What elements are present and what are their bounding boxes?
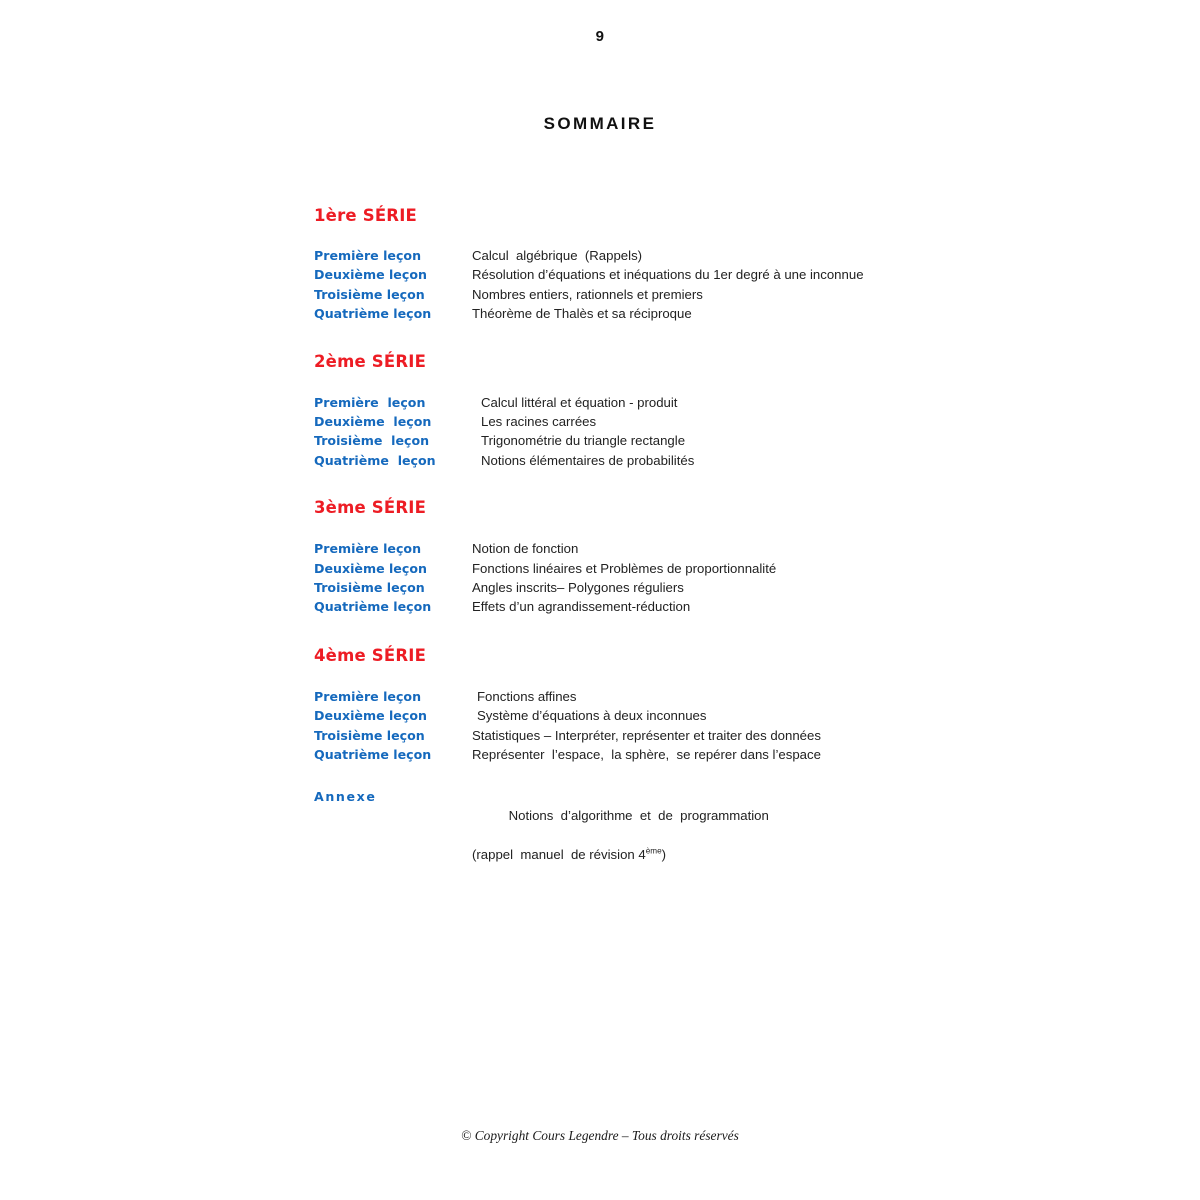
series-heading-1: 1ère SÉRIE bbox=[314, 206, 418, 225]
lesson-row[interactable] bbox=[314, 597, 914, 616]
annexe-line2-suffix: ) bbox=[661, 846, 667, 862]
lesson-description: Angles inscrits– Polygones réguliers bbox=[472, 580, 684, 596]
lesson-description: Notions élémentaires de probabilités bbox=[481, 452, 695, 468]
lesson-label: Troisième leçon bbox=[314, 580, 425, 596]
series-heading-2: 2ème SÉRIE bbox=[314, 351, 427, 371]
annexe-label: Annexe bbox=[314, 788, 377, 804]
lesson-label: Quatrième leçon bbox=[314, 306, 432, 322]
lesson-label: Deuxième leçon bbox=[314, 267, 427, 283]
lesson-list-2 bbox=[314, 393, 914, 471]
annexe-line2-prefix: (rappel manuel de révision 4 bbox=[472, 846, 646, 862]
table-of-contents bbox=[314, 206, 914, 903]
lesson-row[interactable] bbox=[314, 745, 914, 764]
series-heading-3: 3ème SÉRIE bbox=[314, 498, 427, 518]
annexe-description-line-2 bbox=[472, 845, 769, 864]
lesson-label: Première leçon bbox=[314, 541, 422, 557]
lesson-list-4 bbox=[314, 687, 914, 765]
series-heading-4: 4ème SÉRIE bbox=[314, 645, 427, 665]
lesson-description: Résolution d’équations et inéquations du 1er degré à une inconnue bbox=[472, 267, 864, 283]
lesson-row[interactable] bbox=[314, 559, 914, 578]
lesson-row[interactable] bbox=[314, 412, 914, 431]
lesson-description: Trigonométrie du triangle rectangle bbox=[481, 433, 686, 449]
lesson-label: Quatrième leçon bbox=[314, 452, 436, 468]
lesson-label: Deuxième leçon bbox=[314, 708, 427, 724]
lesson-label: Première leçon bbox=[314, 688, 422, 704]
lesson-row[interactable] bbox=[314, 431, 914, 450]
lesson-description: Théorème de Thalès et sa réciproque bbox=[472, 306, 692, 322]
lesson-description: Fonctions affines bbox=[477, 688, 577, 704]
series-block-4 bbox=[314, 646, 914, 765]
lesson-description: Nombres entiers, rationnels et premiers bbox=[472, 286, 703, 302]
series-block-1 bbox=[314, 206, 914, 324]
lesson-row[interactable] bbox=[314, 726, 914, 745]
lesson-row[interactable] bbox=[314, 393, 914, 412]
lesson-description: Fonctions linéaires et Problèmes de proportionnalité bbox=[472, 560, 777, 576]
footer-copyright: © Copyright Cours Legendre – Tous droits réservés bbox=[461, 1128, 739, 1143]
lesson-description: Les racines carrées bbox=[481, 414, 597, 430]
annexe-row[interactable] bbox=[314, 787, 914, 903]
lesson-label: Quatrième leçon bbox=[314, 599, 432, 615]
annexe-description bbox=[472, 787, 769, 903]
lesson-description: Calcul littéral et équation - produit bbox=[481, 394, 678, 410]
annexe-block bbox=[314, 787, 914, 903]
series-block-3 bbox=[314, 498, 914, 617]
lesson-row[interactable] bbox=[314, 285, 914, 304]
page-title: SOMMAIRE bbox=[543, 114, 657, 133]
lesson-list-3 bbox=[314, 539, 914, 617]
series-block-2 bbox=[314, 352, 914, 471]
lesson-description: Représenter l’espace, la sphère, se repérer dans l’espace bbox=[472, 747, 821, 763]
lesson-label: Troisième leçon bbox=[314, 286, 425, 302]
annexe-ordinal-superscript: ème bbox=[645, 846, 662, 856]
lesson-row[interactable] bbox=[314, 578, 914, 597]
lesson-label: Troisième leçon bbox=[314, 433, 430, 449]
lesson-label: Deuxième leçon bbox=[314, 560, 427, 576]
lesson-row[interactable] bbox=[314, 451, 914, 470]
lesson-label: Deuxième leçon bbox=[314, 414, 432, 430]
lesson-label: Quatrième leçon bbox=[314, 747, 432, 763]
lesson-description: Calcul algébrique (Rappels) bbox=[472, 248, 643, 263]
page-number: 9 bbox=[595, 28, 605, 45]
lesson-row[interactable] bbox=[314, 246, 914, 265]
lesson-row[interactable] bbox=[314, 706, 914, 725]
lesson-row[interactable] bbox=[314, 304, 914, 323]
lesson-label: Troisième leçon bbox=[314, 727, 425, 743]
lesson-label: Première leçon bbox=[314, 248, 422, 263]
lesson-list-1 bbox=[314, 246, 914, 324]
annexe-description-line-1: Notions d’algorithme et de programmation bbox=[508, 807, 769, 823]
lesson-description: Statistiques – Interpréter, représenter et traiter des données bbox=[472, 727, 821, 743]
lesson-row[interactable] bbox=[314, 265, 914, 284]
lesson-description: Système d’équations à deux inconnues bbox=[477, 708, 707, 724]
lesson-description: Effets d’un agrandissement-réduction bbox=[472, 599, 691, 615]
lesson-row[interactable] bbox=[314, 687, 914, 706]
lesson-label: Première leçon bbox=[314, 394, 426, 410]
lesson-description: Notion de fonction bbox=[472, 541, 579, 557]
lesson-row[interactable] bbox=[314, 539, 914, 558]
